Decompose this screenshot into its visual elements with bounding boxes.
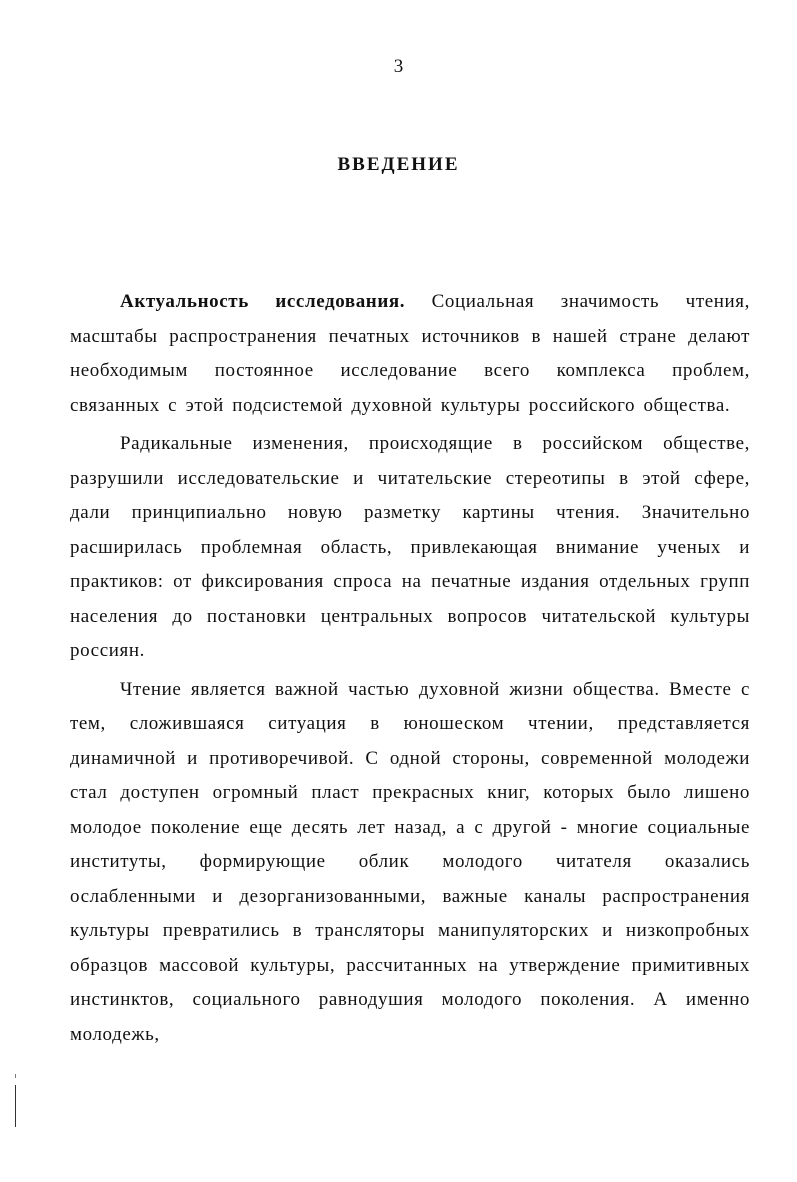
- paragraph-3: [70, 673, 750, 1053]
- paragraph-2: [70, 427, 750, 669]
- page-title: ВВЕДЕНИЕ: [337, 154, 460, 175]
- paragraph-text: Социальная значимость чтения, масштабы распространения печатных источников в нашей стране делают необходимым постоянное исследование всего комплекса проблем, связанных с этой подсистемой духовной культуры российского общества.: [70, 291, 751, 416]
- paragraph-1: [70, 285, 750, 423]
- paragraph-lead: Актуальность исследования.: [120, 291, 406, 312]
- paragraph-text: Чтение является важной частью духовной жизни общества. Вместе с тем, сложившаяся ситуация в юношеском чтении, представляется динамичной и противоречивой. С одной стороны, современной молодежи стал доступен огромный пласт прекрасных книг, которых было лишено молодое поколение еще десять лет назад, а с другой - многие социальные институты, формирующие облик молодого читателя оказались ослабленными и дезорганизованными, важные каналы распространения культуры превратились в трансляторы манипуляторских и низкопробных образцов массовой культуры, рассчитанных на утверждение примитивных инстинктов, социального равнодушия молодого поколения. А именно молодежь,: [70, 678, 750, 1045]
- margin-dot: [15, 1074, 16, 1078]
- margin-mark: [15, 1085, 16, 1127]
- body-text: [70, 285, 750, 1056]
- page-number: 3: [393, 56, 404, 77]
- paragraph-text: Радикальные изменения, происходящие в российском обществе, разрушили исследовательские и читательские стереотипы в этой сфере, дали принципиально новую разметку картины чтения. Значительно расширилась проблемная область, привлекающая внимание ученых и практиков: от фиксирования спроса на печатные издания отдельных групп населения до постановки центральных вопросов читательской культуры россиян.: [70, 433, 750, 661]
